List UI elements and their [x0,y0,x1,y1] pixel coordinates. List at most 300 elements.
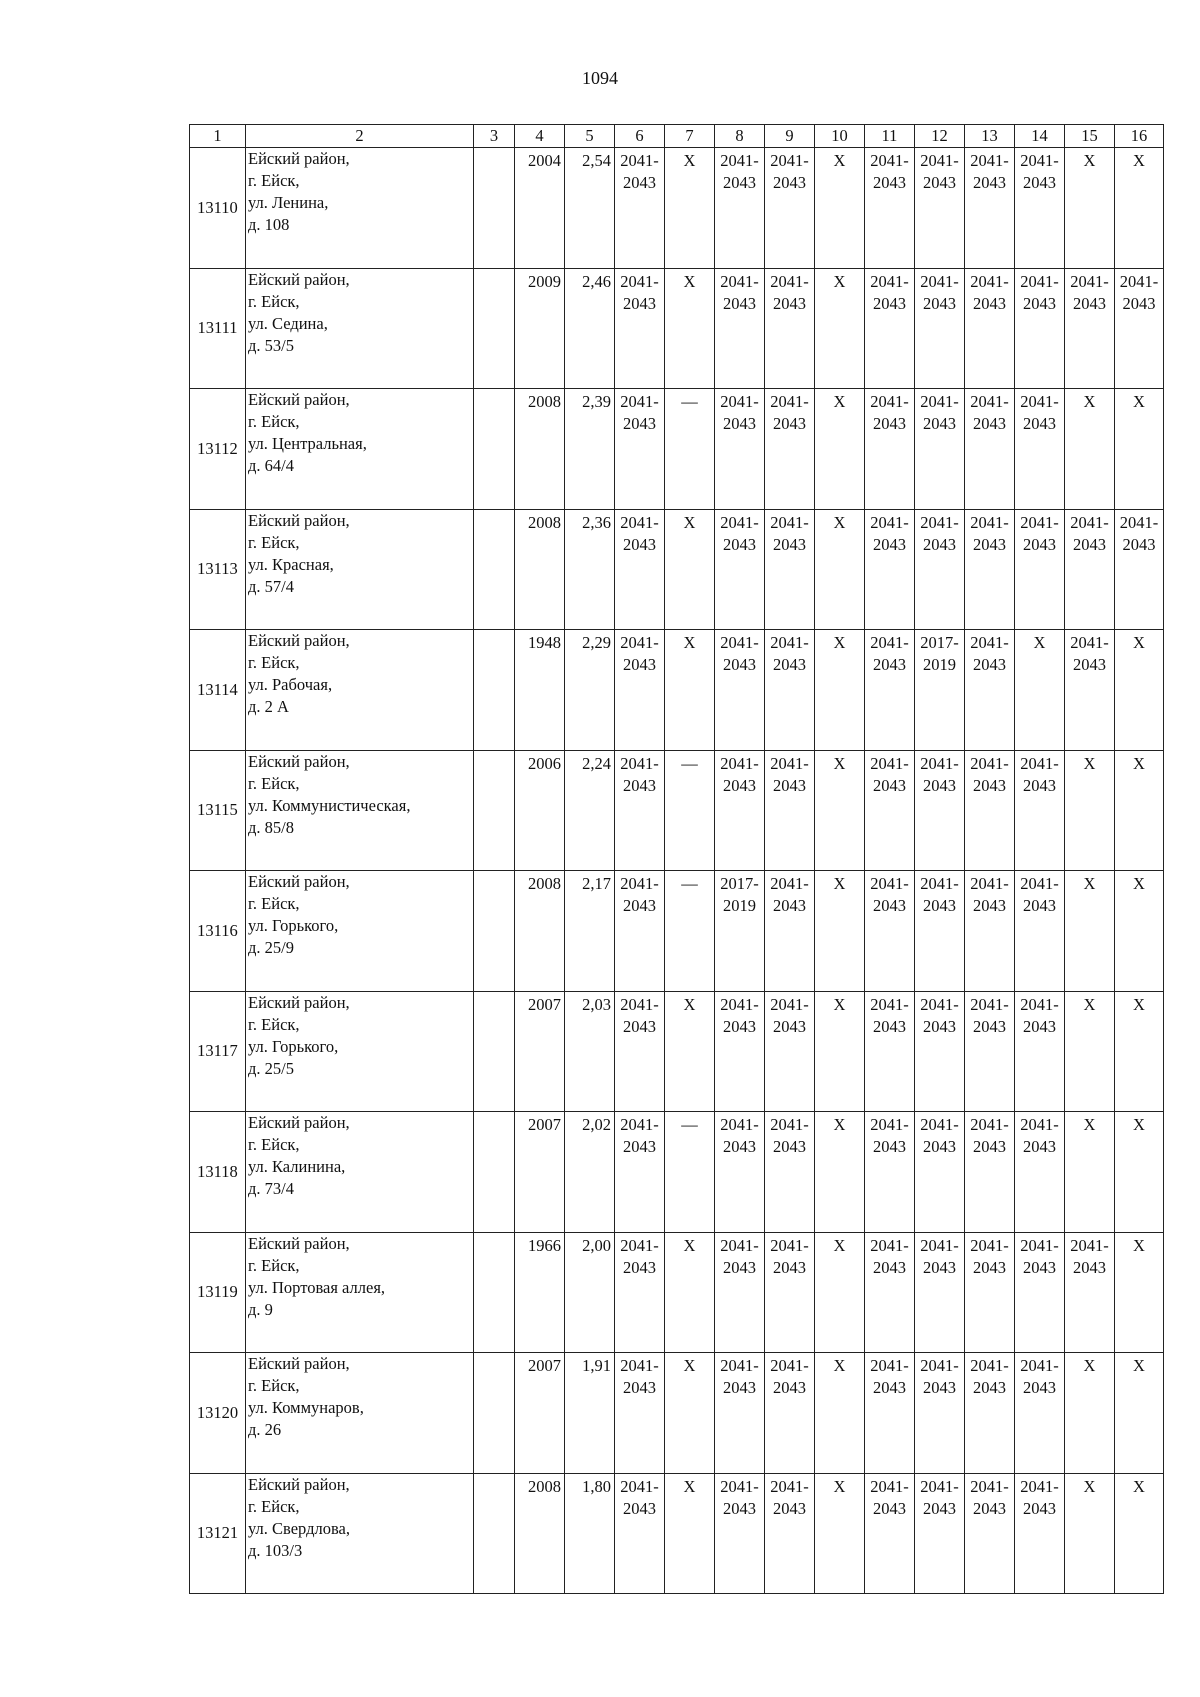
cell-col-5: 1,91 [565,1353,615,1474]
cell-col-15 [1065,630,1115,751]
year-range-start: 2041- [770,633,809,652]
cell-col-14 [1015,509,1065,630]
cell-col-6 [615,1112,665,1233]
column-number-header: 6 [615,125,665,148]
year-range-start: 2041- [770,392,809,411]
cell-col-16: X [1115,1112,1164,1233]
cell-col-13 [965,991,1015,1112]
address-line: ул. Ленина, [248,193,329,212]
year-range-end: 2043 [923,293,956,313]
table-row [190,630,1164,751]
year-range-start: 2041- [770,874,809,893]
address-line: д. 57/4 [248,576,294,596]
year-range-start: 2041- [620,753,659,773]
address-line: Ейский район, [248,751,350,771]
year-range-end: 2043 [1023,775,1056,795]
page-number: 1094 [582,68,618,88]
year-range-start: 2041- [720,392,759,411]
year-range-end: 2043 [1073,655,1106,674]
cell-col-10: X [815,750,865,871]
record-number: 13110 [190,148,246,269]
year-range-end: 2043 [1073,1257,1106,1277]
year-range-end: 2043 [723,293,756,313]
year-range-end: 2043 [1023,414,1056,433]
cell-col-14 [1015,148,1065,269]
cell-col-7: — [665,1112,715,1233]
year-range-end: 2043 [723,775,756,795]
year-range-end: 2043 [1023,293,1056,313]
cell-col-11 [865,991,915,1112]
cell-col-4: 2008 [515,389,565,510]
year-range-start: 2041- [770,271,809,291]
year-range-end: 2043 [1073,293,1106,313]
year-range-end: 2043 [1122,293,1156,313]
cell-col-3 [474,268,515,389]
year-range-end: 2043 [773,775,806,795]
year-range-start: 2041- [1070,271,1109,291]
year-range-start: 2041- [770,994,809,1014]
year-range-end: 2043 [623,534,656,554]
year-range-start: 2041- [770,1476,809,1496]
cell-col-8 [715,268,765,389]
address-line: г. Ейск, [248,532,300,552]
cell-col-16: X [1115,750,1164,871]
column-number-header: 5 [565,125,615,148]
year-range-end: 2043 [723,1257,756,1277]
address-line: Ейский район, [248,390,350,409]
cell-col-16: X [1115,871,1164,992]
cell-col-3 [474,148,515,269]
cell-col-9 [765,630,815,751]
year-range-start: 2041- [720,753,759,773]
year-range-end: 2043 [873,896,906,915]
year-range-start: 2041- [970,1356,1009,1375]
cell-col-4: 2007 [515,1353,565,1474]
address-line: Ейский район, [248,631,350,650]
address-cell [246,1232,474,1353]
cell-col-8 [715,509,765,630]
year-range-start: 2041- [970,271,1009,291]
column-number-header: 8 [715,125,765,148]
cell-col-14: X [1015,630,1065,751]
cell-col-13 [965,1112,1015,1233]
cell-col-13 [965,389,1015,510]
cell-col-10: X [815,871,865,992]
year-range-end: 2043 [773,534,806,554]
year-range-end: 2043 [773,293,806,313]
year-range-start: 2041- [870,994,909,1014]
cell-col-9 [765,991,815,1112]
year-range-start: 2041- [620,151,659,170]
address-cell [246,1112,474,1233]
cell-col-12 [915,1353,965,1474]
cell-col-8 [715,1353,765,1474]
cell-col-7: X [665,1353,715,1474]
address-line: Ейский район, [248,1474,350,1494]
cell-col-11 [865,509,915,630]
year-range-start: 2041- [870,753,909,773]
year-range-start: 2041- [870,1235,909,1255]
year-range-end: 2043 [873,1378,906,1397]
year-range-end: 2043 [973,1137,1006,1156]
address-line: г. Ейск, [248,1496,300,1516]
cell-col-4: 2004 [515,148,565,269]
year-range-end: 2043 [773,1016,806,1036]
year-range-end: 2043 [873,775,906,795]
year-range-start: 2041- [720,1356,759,1375]
cell-col-3 [474,509,515,630]
year-range-end: 2043 [1023,534,1056,554]
year-range-start: 2041- [920,994,959,1014]
cell-col-10: X [815,1353,865,1474]
record-number: 13121 [190,1473,246,1594]
cell-col-11 [865,1232,915,1353]
cell-col-15 [1065,268,1115,389]
year-range-end: 2043 [723,534,756,554]
year-range-start: 2041- [1070,1235,1109,1255]
year-range-end: 2043 [923,1137,956,1156]
cell-col-6 [615,991,665,1112]
year-range-start: 2041- [1020,994,1059,1014]
cell-col-15: X [1065,148,1115,269]
cell-col-13 [965,750,1015,871]
cell-col-16 [1115,509,1164,630]
year-range-end: 2043 [1023,1016,1056,1036]
address-line: г. Ейск, [248,653,300,672]
address-line: Ейский район, [248,510,350,530]
address-line: д. 53/5 [248,335,294,355]
year-range-end: 2019 [723,896,756,915]
address-line: д. 25/9 [248,938,294,957]
year-range-start: 2041- [1020,512,1059,532]
year-range-start: 2041- [970,1115,1009,1134]
record-number: 13114 [190,630,246,751]
cell-col-5: 2,03 [565,991,615,1112]
cell-col-8 [715,1112,765,1233]
cell-col-3 [474,871,515,992]
year-range-start: 2041- [720,1235,759,1255]
address-cell [246,871,474,992]
year-range-start: 2041- [1020,1115,1059,1134]
year-range-start: 2041- [770,1235,809,1255]
address-line: д. 2 А [248,697,289,716]
address-line: Ейский район, [248,1233,350,1253]
year-range-end: 2043 [623,655,656,674]
record-number: 13117 [190,991,246,1112]
cell-col-11 [865,630,915,751]
year-range-start: 2041- [870,874,909,893]
year-range-end: 2043 [1073,534,1106,554]
table-row [190,750,1164,871]
cell-col-6 [615,148,665,269]
cell-col-13 [965,509,1015,630]
year-range-end: 2043 [873,173,906,192]
year-range-start: 2041- [620,1115,659,1134]
cell-col-14 [1015,268,1065,389]
cell-col-16 [1115,268,1164,389]
record-number: 13116 [190,871,246,992]
year-range-end: 2043 [923,534,956,554]
year-range-start: 2041- [720,512,759,532]
year-range-end: 2043 [773,1257,806,1277]
year-range-end: 2043 [873,1257,906,1277]
year-range-start: 2041- [620,392,659,411]
address-line: Ейский район, [248,872,350,891]
address-line: Ейский район, [248,992,350,1012]
cell-col-8 [715,148,765,269]
year-range-end: 2043 [973,173,1006,192]
cell-col-4: 2008 [515,871,565,992]
table-row [190,991,1164,1112]
cell-col-15 [1065,1232,1115,1353]
cell-col-4: 2009 [515,268,565,389]
year-range-start: 2017- [920,633,959,652]
address-line: Ейский район, [248,1113,350,1132]
address-line: ул. Красная, [248,554,334,574]
cell-col-9 [765,1473,815,1594]
register-table [189,124,1164,1594]
year-range-end: 2043 [1023,896,1056,915]
cell-col-7: X [665,148,715,269]
cell-col-9 [765,389,815,510]
column-number-header: 15 [1065,125,1115,148]
year-range-end: 2043 [873,1016,906,1036]
cell-col-8 [715,871,765,992]
address-line: г. Ейск, [248,291,300,311]
cell-col-5: 2,02 [565,1112,615,1233]
cell-col-6 [615,630,665,751]
year-range-start: 2041- [720,1115,759,1134]
cell-col-9 [765,1112,815,1233]
year-range-start: 2041- [1119,271,1159,291]
column-number-header: 7 [665,125,715,148]
cell-col-13 [965,268,1015,389]
address-line: д. 9 [248,1299,273,1319]
year-range-end: 2043 [773,655,806,674]
year-range-start: 2041- [870,1356,909,1375]
year-range-start: 2041- [970,874,1009,893]
cell-col-16: X [1115,389,1164,510]
cell-col-9 [765,871,815,992]
cell-col-8 [715,630,765,751]
year-range-start: 2041- [870,1476,909,1496]
cell-col-12 [915,750,965,871]
cell-col-15 [1065,509,1115,630]
cell-col-15: X [1065,389,1115,510]
year-range-end: 2043 [773,896,806,915]
cell-col-13 [965,1353,1015,1474]
cell-col-5: 2,24 [565,750,615,871]
cell-col-3 [474,991,515,1112]
column-number-header: 13 [965,125,1015,148]
cell-col-8 [715,991,765,1112]
address-line: д. 73/4 [248,1179,294,1198]
address-line: ул. Калинина, [248,1157,346,1176]
year-range-end: 2043 [923,1016,956,1036]
column-number-header: 12 [915,125,965,148]
address-line: д. 26 [248,1420,282,1439]
cell-col-11 [865,750,915,871]
cell-col-13 [965,148,1015,269]
cell-col-14 [1015,750,1065,871]
record-number: 13120 [190,1353,246,1474]
cell-col-12 [915,1112,965,1233]
cell-col-6 [615,268,665,389]
address-cell [246,509,474,630]
address-line: ул. Портовая аллея, [248,1277,386,1297]
year-range-start: 2041- [720,271,759,291]
year-range-start: 2041- [1020,392,1059,411]
year-range-end: 2043 [623,173,656,192]
address-line: г. Ейск, [248,894,300,913]
cell-col-12 [915,268,965,389]
year-range-start: 2041- [1070,512,1109,532]
cell-col-15: X [1065,871,1115,992]
column-number-header: 11 [865,125,915,148]
cell-col-6 [615,871,665,992]
address-line: ул. Центральная, [248,434,367,453]
cell-col-9 [765,750,815,871]
cell-col-3 [474,630,515,751]
cell-col-13 [965,630,1015,751]
year-range-start: 2041- [1020,271,1059,291]
cell-col-3 [474,1353,515,1474]
cell-col-9 [765,509,815,630]
year-range-start: 2041- [620,512,659,532]
cell-col-10: X [815,1112,865,1233]
cell-col-10: X [815,630,865,751]
cell-col-3 [474,389,515,510]
cell-col-15: X [1065,1353,1115,1474]
year-range-end: 2043 [773,1137,806,1156]
cell-col-14 [1015,1232,1065,1353]
year-range-start: 2041- [720,633,759,652]
cell-col-7: X [665,630,715,751]
cell-col-7: X [665,268,715,389]
year-range-start: 2041- [920,1115,959,1134]
cell-col-9 [765,1232,815,1353]
address-line: г. Ейск, [248,1255,300,1275]
table-row [190,268,1164,389]
year-range-start: 2041- [1020,151,1059,170]
table-row [190,871,1164,992]
year-range-start: 2041- [620,874,659,893]
cell-col-16: X [1115,1473,1164,1594]
table-row [190,1232,1164,1353]
address-line: Ейский район, [248,269,350,289]
year-range-start: 2041- [970,151,1009,170]
year-range-start: 2041- [620,1235,659,1255]
address-line: ул. Коммунистическая, [248,795,411,815]
year-range-start: 2041- [620,271,659,291]
cell-col-16: X [1115,1232,1164,1353]
year-range-end: 2043 [873,1137,906,1156]
cell-col-6 [615,1473,665,1594]
cell-col-7: — [665,871,715,992]
address-line: д. 85/8 [248,817,294,837]
cell-col-14 [1015,1473,1065,1594]
year-range-start: 2041- [1070,633,1109,652]
year-range-end: 2043 [723,655,756,674]
cell-col-5: 2,54 [565,148,615,269]
cell-col-4: 2006 [515,750,565,871]
cell-col-10: X [815,991,865,1112]
year-range-end: 2043 [1023,1257,1056,1277]
address-cell [246,148,474,269]
year-range-end: 2043 [1122,534,1156,554]
address-line: ул. Горького, [248,916,339,935]
cell-col-13 [965,1232,1015,1353]
address-cell [246,268,474,389]
year-range-start: 2041- [770,753,809,773]
year-range-start: 2041- [720,151,759,170]
cell-col-16: X [1115,991,1164,1112]
year-range-end: 2043 [1023,1378,1056,1397]
year-range-start: 2041- [770,1115,809,1134]
year-range-end: 2043 [973,534,1006,554]
year-range-end: 2043 [923,1498,956,1518]
year-range-end: 2043 [973,293,1006,313]
year-range-start: 2041- [870,271,909,291]
cell-col-6 [615,1232,665,1353]
year-range-end: 2043 [623,1016,656,1036]
year-range-end: 2043 [623,775,656,795]
cell-col-6 [615,389,665,510]
column-number-header: 10 [815,125,865,148]
cell-col-11 [865,268,915,389]
year-range-end: 2043 [623,414,656,433]
address-line: г. Ейск, [248,773,300,793]
year-range-end: 2043 [623,293,656,313]
cell-col-14 [1015,1353,1065,1474]
cell-col-10: X [815,1473,865,1594]
cell-col-12 [915,389,965,510]
cell-col-6 [615,1353,665,1474]
year-range-start: 2041- [920,271,959,291]
address-line: д. 64/4 [248,456,294,475]
year-range-end: 2043 [723,1137,756,1156]
cell-col-3 [474,1473,515,1594]
year-range-start: 2041- [920,753,959,773]
table-row [190,1473,1164,1594]
year-range-end: 2043 [623,1498,656,1518]
cell-col-11 [865,1112,915,1233]
year-range-start: 2041- [870,512,909,532]
year-range-end: 2043 [923,775,956,795]
cell-col-12 [915,509,965,630]
cell-col-5: 2,00 [565,1232,615,1353]
year-range-end: 2043 [973,1016,1006,1036]
cell-col-6 [615,509,665,630]
year-range-end: 2043 [773,173,806,192]
year-range-start: 2041- [720,1476,759,1496]
year-range-end: 2043 [873,1498,906,1518]
record-number: 13112 [190,389,246,510]
year-range-end: 2043 [923,896,956,915]
year-range-start: 2041- [1020,1476,1059,1496]
column-number-header: 4 [515,125,565,148]
year-range-start: 2041- [970,633,1009,652]
year-range-end: 2043 [923,1378,956,1397]
year-range-end: 2043 [723,1378,756,1397]
address-cell [246,1353,474,1474]
table-row [190,389,1164,510]
year-range-start: 2041- [970,1476,1009,1496]
cell-col-8 [715,1473,765,1594]
address-line: г. Ейск, [248,1135,300,1154]
cell-col-11 [865,389,915,510]
year-range-start: 2041- [620,1356,659,1375]
